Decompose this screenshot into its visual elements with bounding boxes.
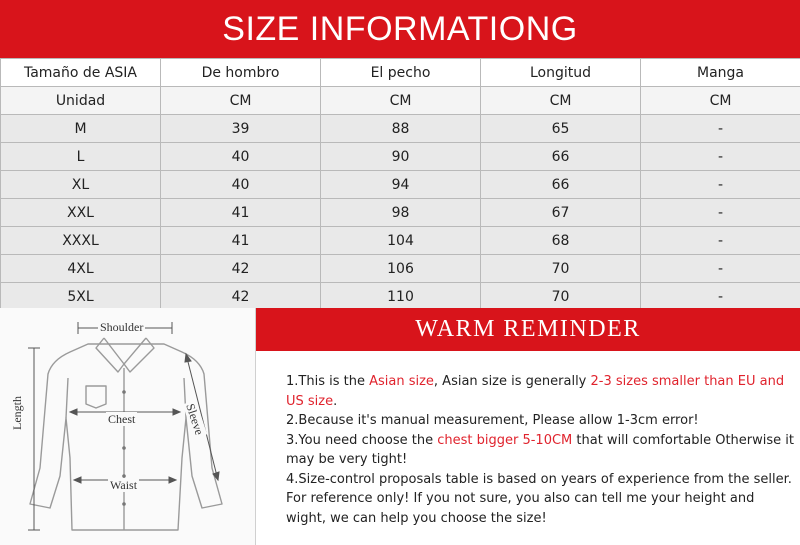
- header-cell-length: Longitud: [481, 59, 641, 87]
- table-cell: 42: [161, 255, 321, 283]
- table-cell: 67: [481, 199, 641, 227]
- table-cell: -: [641, 199, 800, 227]
- unit-cell: CM: [161, 87, 321, 115]
- unit-cell: Unidad: [1, 87, 161, 115]
- table-cell: 90: [321, 143, 481, 171]
- header-cell-shoulder: De hombro: [161, 59, 321, 87]
- reminder-text: 3.You need choose the: [286, 432, 438, 448]
- table-cell: 106: [321, 255, 481, 283]
- reminder-item-1: [286, 372, 796, 411]
- unit-cell: CM: [321, 87, 481, 115]
- table-cell: 104: [321, 227, 481, 255]
- reminder-highlight: Asian size: [369, 374, 434, 389]
- table-row: [1, 171, 800, 199]
- reminder-highlight: chest bigger 5-10CM: [437, 432, 573, 448]
- table-cell: -: [641, 255, 800, 283]
- table-cell: L: [1, 143, 161, 171]
- table-cell: 66: [481, 143, 641, 171]
- reminder-item-4: 4.Size-control proposals table is based on years of experience from the seller. For reference only! If you not sure, you also can tell me your height and wight, we can help you choose the size!: [286, 471, 792, 526]
- table-cell: 40: [161, 143, 321, 171]
- size-information-banner: [0, 0, 800, 59]
- reminder-header: [256, 308, 800, 351]
- header-cell-size: Tamaño de ASIA: [1, 59, 161, 87]
- table-cell: XL: [1, 171, 161, 199]
- table-cell: 94: [321, 171, 481, 199]
- sleeve-label: Sleeve: [183, 401, 207, 437]
- table-row: [1, 199, 800, 227]
- table-cell: -: [641, 143, 800, 171]
- table-cell: 4XL: [1, 255, 161, 283]
- reminder-text: that will comfortable Otherwise it may be very tight!: [286, 432, 794, 467]
- banner-title: SIZE INFORMATIONG: [222, 9, 578, 48]
- table-cell: 98: [321, 199, 481, 227]
- table-row: [1, 255, 800, 283]
- reminder-text: , Asian size is generally: [433, 374, 591, 389]
- table-cell: 5XL: [1, 283, 161, 311]
- table-header-row: [1, 59, 800, 87]
- table-cell: 41: [161, 199, 321, 227]
- warm-reminder-panel: [256, 308, 800, 545]
- reminder-highlight: 2-3 sizes smaller than EU and US size: [286, 374, 785, 409]
- reminder-item-3: [286, 431, 796, 470]
- table-cell: 39: [161, 115, 321, 143]
- table-cell: 68: [481, 227, 641, 255]
- table-cell: 66: [481, 171, 641, 199]
- length-label: Length: [10, 396, 24, 430]
- header-cell-sleeve: Manga: [641, 59, 800, 87]
- table-row: [1, 227, 800, 255]
- table-cell: -: [641, 227, 800, 255]
- table-row: [1, 115, 800, 143]
- chest-label: Chest: [108, 412, 136, 426]
- reminder-item-2: 2.Because it's manual measurement, Please allow 1-3cm error!: [286, 413, 699, 428]
- table-cell: -: [641, 171, 800, 199]
- reminder-text: 1.This is the: [286, 374, 370, 389]
- table-cell: XXXL: [1, 227, 161, 255]
- size-table: [0, 58, 800, 311]
- table-cell: 41: [161, 227, 321, 255]
- table-cell: -: [641, 283, 800, 311]
- table-cell: 110: [321, 283, 481, 311]
- table-cell: 42: [161, 283, 321, 311]
- table-unit-row: [1, 87, 800, 115]
- table-cell: M: [1, 115, 161, 143]
- header-cell-chest: El pecho: [321, 59, 481, 87]
- reminder-text: .: [333, 393, 338, 409]
- unit-cell: CM: [641, 87, 800, 115]
- shirt-measurement-diagram: [0, 308, 256, 545]
- table-cell: 65: [481, 115, 641, 143]
- table-cell: XXL: [1, 199, 161, 227]
- waist-label: Waist: [110, 478, 138, 492]
- shirt-outline-icon: [0, 308, 255, 545]
- table-cell: -: [641, 115, 800, 143]
- table-cell: 88: [321, 115, 481, 143]
- shoulder-label: Shoulder: [100, 320, 144, 334]
- table-row: [1, 143, 800, 171]
- reminder-body: [286, 372, 796, 528]
- table-cell: 70: [481, 283, 641, 311]
- table-row: [1, 283, 800, 311]
- unit-cell: CM: [481, 87, 641, 115]
- table-cell: 40: [161, 171, 321, 199]
- table-cell: 70: [481, 255, 641, 283]
- reminder-title: WARM REMINDER: [415, 316, 641, 342]
